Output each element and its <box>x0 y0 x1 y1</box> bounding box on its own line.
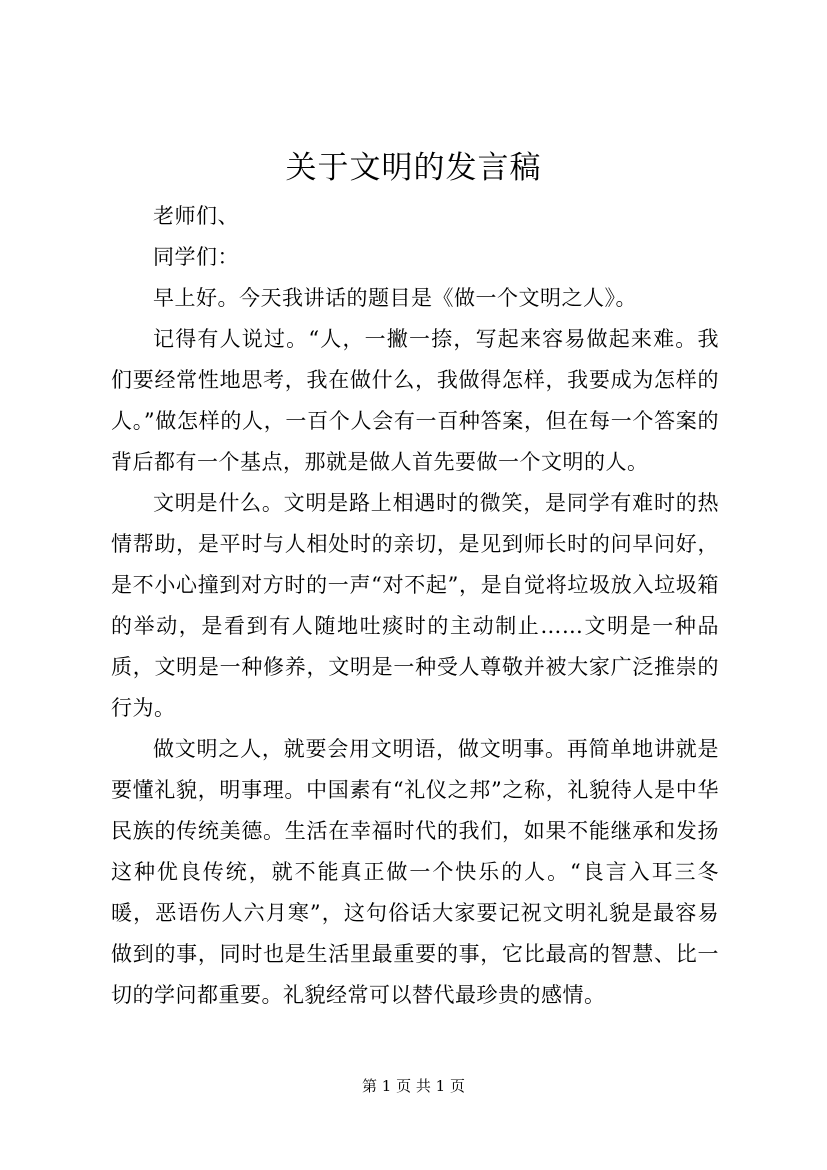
document-body <box>111 196 719 1016</box>
document-title: 关于文明的发言稿 <box>285 150 542 186</box>
paragraph-what-is-civilization: 文明是什么。文明是路上相遇时的微笑，是同学有难时的热情帮助，是平时与人相处时的亲切，是见到师长时的问早问好，是不小心撞到对方时的一声“对不起”，是自觉将垃圾放入垃圾箱的举动，是看到有人随地吐痰时的主动制止……文明是一种品质，文明是一种修养，文明是一种受人尊敬并被大家广泛推崇的行为。 <box>111 491 719 720</box>
page-number-footer: 第 1 页 共 1 页 <box>362 1077 465 1095</box>
paragraph-quote: 记得有人说过。“人，一撇一捺，写起来容易做起来难。我们要经常性地思考，我在做什么，我做得怎样，我要成为怎样的人。”做怎样的人，一百个人会有一百种答案，但在每一个答案的背后都有一个基点，那就是做人首先要做一个文明的人。 <box>111 327 719 474</box>
paragraph-greeting: 早上好。今天我讲话的题目是《做一个文明之人》。 <box>153 286 637 310</box>
salutation-students: 同学们： <box>153 245 239 269</box>
paragraph-be-civilized: 做文明之人，就要会用文明语，做文明事。再简单地讲就是要懂礼貌，明事理。中国素有“礼仪之邦”之称，礼貌待人是中华民族的传统美德。生活在幸福时代的我们，如果不能继承和发扬这种优良传统，就不能真正做一个快乐的人。“良言入耳三冬暖，恶语伤人六月寒”，这句俗话大家要记祝文明礼貌是最容易做到的事，同时也是生活里最重要的事，它比最高的智慧、比一切的学问都重要。礼貌经常可以替代最珍贵的感情。 <box>111 737 719 1007</box>
salutation-teachers: 老师们、 <box>153 204 239 228</box>
